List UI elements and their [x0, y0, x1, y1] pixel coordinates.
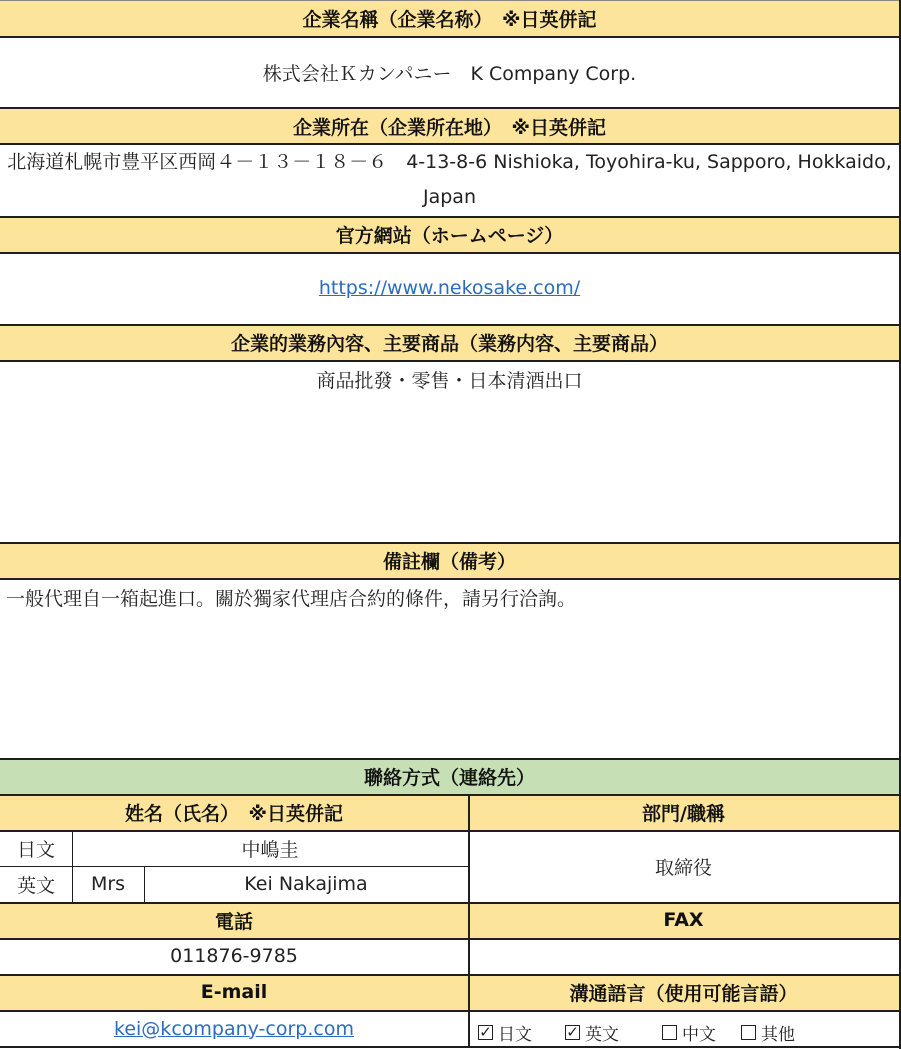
grid-line [0, 1046, 901, 1048]
company-name-header: 企業名稱（企業名称） ※日英併記 [0, 0, 899, 36]
grid-line [0, 938, 901, 940]
grid-line [0, 216, 901, 218]
japanese-name-value[interactable]: 中嶋圭 [72, 830, 468, 866]
company-address-value[interactable]: 北海道札幌市豊平区西岡４－１３－１８－６ 4-13-8-6 Nishioka, Toyohira-ku, Sapporo, Hokkaido, Japan [0, 144, 899, 216]
grid-line [0, 866, 468, 867]
email-cell [0, 1010, 468, 1047]
language-option-chinese[interactable] [662, 1020, 716, 1045]
phone-value[interactable]: 011876-9785 [0, 938, 468, 974]
english-checkbox[interactable]: ✓ [566, 1023, 579, 1041]
company-name-value[interactable]: 株式会社Ｋカンパニー K Company Corp. [0, 36, 899, 108]
business-value[interactable]: 商品批發・零售・日本清酒出口 [0, 360, 899, 542]
japanese-option-label: 日文 [498, 1025, 532, 1045]
website-header: 官方網站（ホームページ） [0, 216, 899, 252]
grid-line [0, 902, 901, 904]
grid-line [0, 36, 901, 38]
grid-line [0, 758, 901, 760]
grid-line [72, 830, 73, 902]
grid-line [0, 542, 901, 544]
email-link[interactable]: kei@kcompany-corp.com [114, 1017, 354, 1040]
grid-line [468, 794, 470, 1048]
grid-line [0, 974, 901, 976]
japanese-checkbox[interactable]: ✓ [479, 1023, 492, 1041]
grid-line [0, 578, 901, 580]
other-checkbox[interactable] [741, 1025, 756, 1040]
language-option-english[interactable] [565, 1020, 619, 1045]
website-link[interactable]: https://www.nekosake.com/ [318, 277, 581, 299]
grid-line [0, 107, 901, 109]
remarks-value[interactable]: 一般代理自一箱起進口。關於獨家代理店合約的條件，請另行洽詢。 [0, 578, 899, 758]
phone-header: 電話 [0, 902, 468, 938]
grid-line [0, 830, 901, 832]
other-option-label: 其他 [761, 1025, 795, 1045]
chinese-checkbox[interactable] [662, 1025, 677, 1040]
company-address-header: 企業所在（企業所在地） ※日英併記 [0, 108, 899, 144]
fax-header: FAX [468, 902, 899, 938]
department-title-header: 部門/職稱 [468, 794, 899, 830]
english-name-label: 英文 [0, 866, 72, 902]
remarks-header: 備註欄（備考） [0, 542, 899, 578]
contact-section-header: 聯絡方式（連絡先） [0, 758, 899, 794]
language-option-other[interactable] [741, 1020, 795, 1045]
english-honorific-value[interactable]: Mrs [72, 866, 144, 902]
grid-line [0, 360, 901, 362]
english-option-label: 英文 [585, 1025, 619, 1045]
grid-line [0, 252, 901, 254]
language-option-japanese[interactable] [478, 1020, 532, 1045]
english-name-value[interactable]: Kei Nakajima [144, 866, 468, 902]
business-header: 企業的業務內容、主要商品（業務内容、主要商品） [0, 324, 899, 360]
fax-value[interactable] [468, 938, 899, 974]
website-cell [0, 252, 899, 324]
grid-line [0, 1010, 901, 1012]
grid-line [0, 794, 901, 796]
japanese-name-label: 日文 [0, 830, 72, 866]
grid-line [144, 866, 145, 902]
grid-line [0, 324, 901, 326]
chinese-option-label: 中文 [682, 1025, 716, 1045]
grid-line [0, 0, 901, 1]
department-title-value[interactable]: 取締役 [468, 830, 899, 902]
language-header: 溝通語言（使用可能言語） [468, 974, 899, 1010]
grid-line [0, 143, 901, 145]
email-header: E-mail [0, 974, 468, 1010]
contact-name-header: 姓名（氏名） ※日英併記 [0, 794, 468, 830]
